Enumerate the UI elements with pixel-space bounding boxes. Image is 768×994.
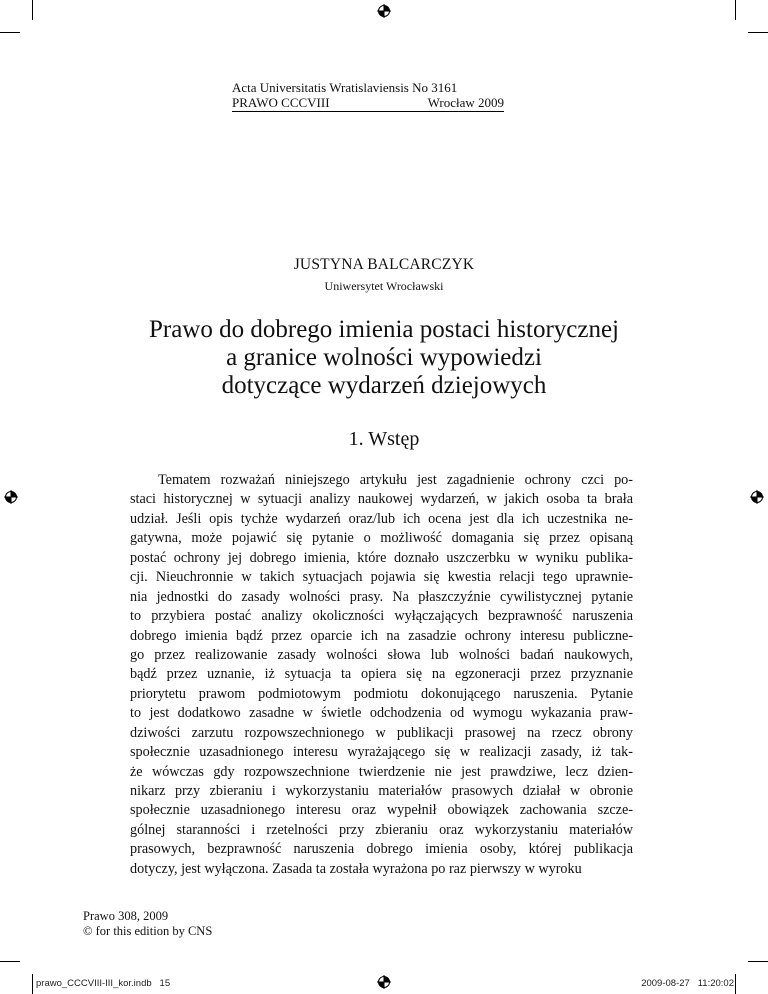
author-name: JUSTYNA BALCARCZYK [293,256,475,273]
body-line: społecznie uzasadnionego interesu wyrażającego się w realizacji zasady, iż tak- [130,744,633,761]
section-heading: 1. Wstęp [348,428,420,450]
body-line: priorytetu prawom podmiotowym podmiotu dokonującego naruszenia. Pytanie [130,685,633,702]
page-footer [83,909,212,939]
place-year: Wrocław 2009 [427,95,504,110]
body-line: go przez realizowanie zasady wolności słowa lub wolności badań naukowych, [130,646,633,663]
header-row-2 [232,95,504,112]
body-line: bądź przez uznanie, iż sytuacja ta opiera się na egzoneracji przez przyznanie [130,666,633,683]
title-line: Prawo do dobrego imienia postaci historycznej [148,316,620,343]
author-affiliation: Uniwersytet Wrocławski [324,279,444,293]
crop-mark [748,32,768,33]
crop-mark [735,0,736,20]
body-line: staci historycznej w sytuacji analizy naukowej wydarzeń, w jakich osoba ta brała [130,491,633,508]
slug-timestamp: 2009-08-27 11:20:02 [641,978,734,989]
crop-mark [735,974,736,994]
body-line: to jest dodatkowo zasadne w świetle odchodzenia od wymogu wykazania praw- [130,705,633,722]
footer-copyright: © for this edition by CNS [83,924,213,938]
body-line: cji. Nieuchronnie w takich sytuacjach pojawia się kwestia relacji tego uprawnie- [130,569,633,586]
body-line: prasowych, bezprawność naruszenia dobrego imienia osoby, której publikacja [130,841,633,858]
body-line: udział. Jeśli opis tychże wydarzeń oraz/lub ich ocena jest dla ich uczestnika ne- [130,510,633,527]
title-line: dotyczące wydarzeń dziejowych [221,372,547,399]
body-line: nia jednostki do zasady wolności prasy. Na płaszczyźnie cywilistycznej pytanie [130,588,633,605]
body-line: postać ochrony jej dobrego imienia, które doznało uszczerbku w wyniku publika- [130,549,633,566]
footer-citation: Prawo 308, 2009 [83,909,169,923]
body-line: gólnej staranności i rzetelności przy zbieraniu oraz wykorzystaniu materiałów [130,821,633,838]
body-line: że wówczas gdy rozpowszechnione twierdzenie nie jest prawdziwe, lecz dzien- [130,763,633,780]
crop-mark [32,974,33,994]
journal-name: Acta Universitatis Wratislaviensis No 3161 [232,80,458,95]
registration-mark-icon [377,4,391,18]
crop-mark [32,0,33,20]
body-line: dobrego imienia bądź przez oparcie ich na zasadzie ochrony interesu publiczne- [130,627,633,644]
article-title [0,316,768,400]
slug-filename: prawo_CCCVIII-III_kor.indb 15 [36,978,171,989]
body-line: to przybiera postać analizy okoliczności wyłączających bezprawność naruszenia [130,608,633,625]
registration-mark-icon [4,490,18,504]
crop-mark [0,961,20,962]
registration-mark-icon [377,975,391,989]
body-line: Tematem rozważań niniejszego artykułu jest zagadnienie ochrony czci po- [158,472,633,488]
body-line: społecznie uzasadnionego interesu oraz wypełnił obowiązek zachowania szcze- [130,802,633,819]
series-name: PRAWO CCCVIII [232,95,330,110]
body-line: gatywna, może pojawić się pytanie o możliwość domagania się przez opisaną [130,530,633,547]
running-header [232,80,504,112]
header-row-1 [232,80,504,95]
body-line: dziwości zarzutu rozpowszechnionego w publikacji prasowej na rzecz obrony [130,724,633,741]
crop-mark [0,32,20,33]
crop-mark [748,961,768,962]
body-line: nikarz przy zbieraniu i wykorzystaniu materiałów prasowych działał w obronie [130,783,633,799]
body-line: dotyczy, jest wyłączona. Zasada ta została wyrażona po raz pierwszy w wyroku [130,860,582,877]
body-paragraph [130,471,633,879]
registration-mark-icon [750,490,764,504]
title-line: a granice wolności wypowiedzi [226,344,542,371]
